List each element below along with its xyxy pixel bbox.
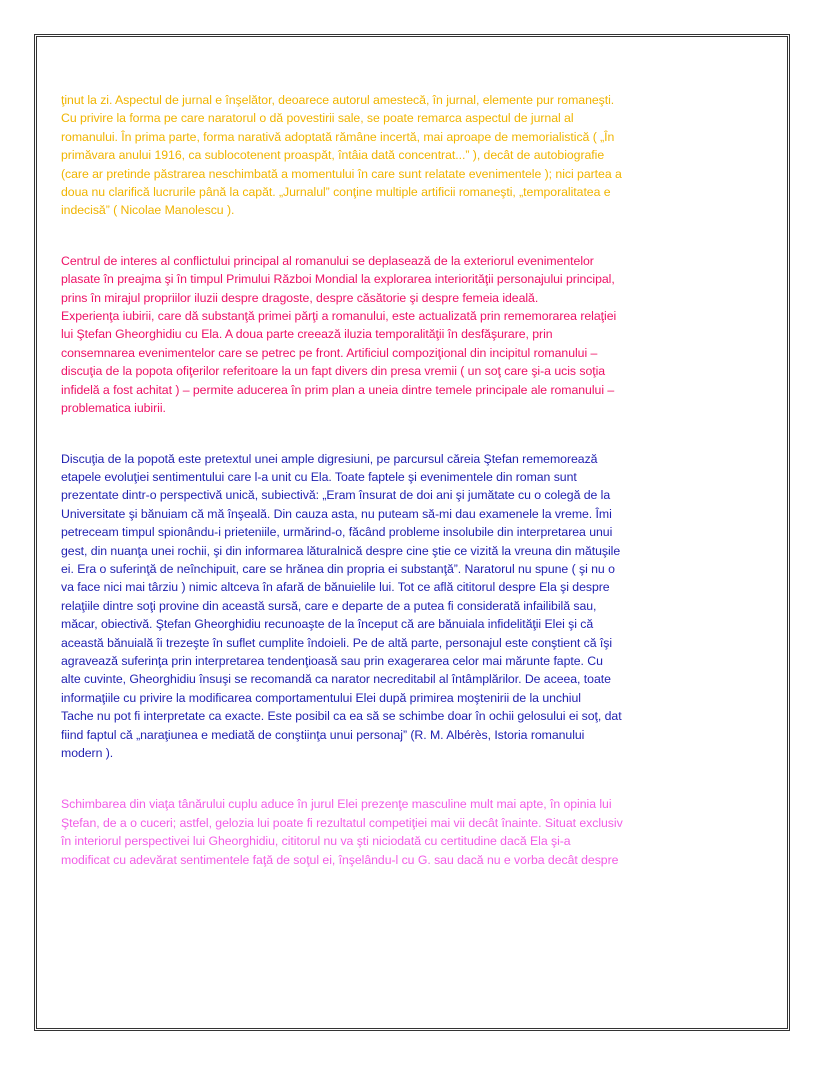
paragraph-yellow: ţinut la zi. Aspectul de jurnal e înşelător, deoarece autorul amestecă, în jurnal, elemente pur romaneşti. Cu privire la forma pe care naratorul o dă povestirii sale, se poate remarca aspectul de jurnal al romanului. În prima parte, forma narativă adoptată rămâne incertă, mai aproape de memorialistică ( „În primăvara anului 1916, ca sublocotenent proaspăt, întâia dată concentrat...” ), decât de autobiografie (care ar pretinde păstrarea neschimbată a momentului în care sunt relatate evenimentele ); nici partea a doua nu clarifică lucrurile până la capăt. „Jurnalul” conţine multiple artificii romaneşti, „temporalitatea e indecisă” ( Nicolae Manolescu ). — [61, 93, 622, 218]
document-body — [61, 91, 773, 869]
paragraph-red: Centrul de interes al conflictului principal al romanului se deplasează de la exteriorul evenimentelor plasate în preajma şi în timpul Primului Război Mondial la explorarea interiorităţii personajului principal, prins în mirajul propriilor iluzii despre dragoste, despre căsătorie şi despre femeia ideală. Experienţa iubirii, care dă substanţă primei părţi a romanului, este actualizată prin rememorarea relaţiei lui Ştefan Gheorghidiu cu Ela. A doua parte creează iluzia temporalităţii în desfăşurare, prin consemnarea evenimentelor care se petrec pe front. Artificiul compoziţional din incipitul romanului – discuţia de la popota ofiţerilor referitoare la un fapt divers din presa vremii ( un soţ care şi-a ucis soţia infidelă a fost achitat ) – permite aducerea în prim plan a uneia dintre temele principale ale romanului – problematica iubirii. — [61, 253, 617, 416]
paragraph-blue: Discuţia de la popotă este pretextul unei ample digresiuni, pe parcursul căreia Ştefan rememorează etapele evoluţiei sentimentului care l-a unit cu Ela. Toate faptele şi evenimentele din roman sunt prezentate dintr-o perspectivă unică, subiectivă: „Eram însurat de doi ani şi jumătate cu o colegă de la Universitate şi bănuiam că mă înşeală. Din cauza asta, nu puteam să-mi dau examenele la vreme. Îmi petreceam timpul spionându-i prieteniile, urmărind-o, făcând probleme insolubile din interpretarea unui gest, din nuanţa unei rochii, şi din informarea lăturalnică despre cine ştie ce vizită la vreuna din mătuşile ei. Era o suferinţă de neînchipuit, care se hrănea din propria ei substanţă”. Naratorul nu spune ( şi nu o va face nici mai târziu ) nimic altceva în afară de bănuielile lui. Tot ce află cititorul despre Ela şi despre relaţiile dintre soţi provine din această sursă, care e departe de a putea fi considerată infailibilă sau, măcar, obiectivă. Ştefan Gheorghidiu recunoaşte de la început că are bănuiala infidelităţii Elei şi că această bănuială îi trezeşte în suflet cumplite îndoieli. Pe de altă parte, personajul este conştient că îşi agravează suferinţa prin interpretarea tendenţioasă sau prin exagerarea celor mai mărunte fapte. Cu alte cuvinte, Gheorghidiu însuşi se recomandă ca narator necreditabil al întâmplărilor. De aceea, toate informaţiile cu privire la modificarea comportamentului Elei după primirea moştenirii de la unchiul Tache nu pot fi interpretate ca exacte. Este posibil ca ea să se schimbe doar în ochii gelosului ei soţ, dat fiind faptul că „naraţiunea e mediată de conştiinţa unui personaj” (R. M. Albérès, Istoria romanului modern ). — [61, 451, 622, 760]
paragraph-pink: Schimbarea din viaţa tânărului cuplu aduce în jurul Elei prezenţe masculine mult mai apte, în opinia lui Ştefan, de a o cuceri; astfel, gelozia lui poate fi rezultatul competiţiei mai vii decât înainte. Situat exclusiv în interiorul perspectivei lui Gheorghidiu, cititorul nu va şti niciodată cu certitudine dacă Ela şi-a modificat cu adevărat sentimentele faţă de soţul ei, înşelându-l cu G. sau dacă nu e vorba decât despre — [61, 797, 623, 867]
